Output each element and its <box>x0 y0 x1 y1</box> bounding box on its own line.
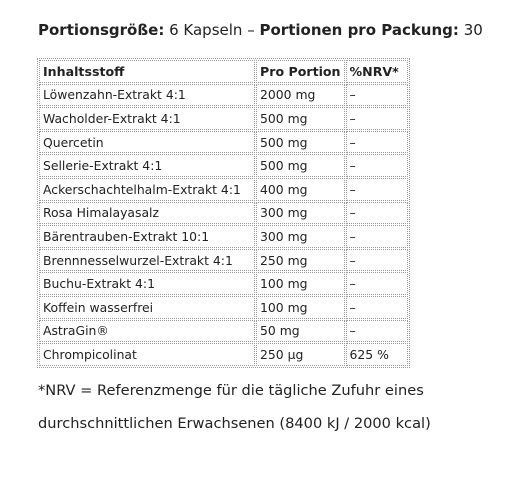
cell-ingredient: AstraGin® <box>39 320 255 343</box>
ingredients-table <box>37 58 410 368</box>
header-nrv: %NRV* <box>346 60 408 83</box>
serving-size-value: 6 Kapseln <box>169 21 243 39</box>
cell-ingredient: Koffein wasserfrei <box>39 296 255 319</box>
footnote-line-2: durchschnittlichen Erwachsenen (8400 kJ / 2000 kcal) <box>38 415 431 432</box>
serving-separator: – <box>247 21 255 39</box>
cell-per-portion: 500 mg <box>256 107 345 130</box>
table-row <box>39 178 408 201</box>
cell-ingredient: Buchu-Extrakt 4:1 <box>39 272 255 295</box>
cell-ingredient: Wacholder-Extrakt 4:1 <box>39 107 255 130</box>
cell-per-portion: 2000 mg <box>256 84 345 107</box>
cell-nrv: – <box>346 131 408 154</box>
table-row <box>39 202 408 225</box>
serving-info <box>38 21 483 39</box>
cell-nrv: – <box>346 84 408 107</box>
table-row <box>39 107 408 130</box>
table-row <box>39 131 408 154</box>
cell-nrv: – <box>346 154 408 177</box>
cell-per-portion: 500 mg <box>256 131 345 154</box>
portions-per-pack-label: Portionen pro Packung: <box>259 21 459 39</box>
cell-ingredient: Löwenzahn-Extrakt 4:1 <box>39 84 255 107</box>
cell-nrv: 625 % <box>346 343 408 366</box>
cell-ingredient: Ackerschachtelhalm-Extrakt 4:1 <box>39 178 255 201</box>
table-row <box>39 249 408 272</box>
cell-ingredient: Brennnesselwurzel-Extrakt 4:1 <box>39 249 255 272</box>
cell-nrv: – <box>346 296 408 319</box>
table-row <box>39 225 408 248</box>
cell-nrv: – <box>346 320 408 343</box>
cell-per-portion: 400 mg <box>256 178 345 201</box>
serving-size-label: Portionsgröße: <box>38 21 165 39</box>
cell-ingredient: Bärentrauben-Extrakt 10:1 <box>39 225 255 248</box>
cell-per-portion: 300 mg <box>256 225 345 248</box>
cell-nrv: – <box>346 249 408 272</box>
table-row <box>39 84 408 107</box>
cell-per-portion: 50 mg <box>256 320 345 343</box>
cell-nrv: – <box>346 178 408 201</box>
cell-ingredient: Sellerie-Extrakt 4:1 <box>39 154 255 177</box>
cell-per-portion: 100 mg <box>256 296 345 319</box>
cell-per-portion: 250 µg <box>256 343 345 366</box>
cell-ingredient: Rosa Himalayasalz <box>39 202 255 225</box>
cell-nrv: – <box>346 202 408 225</box>
cell-per-portion: 100 mg <box>256 272 345 295</box>
header-ingredient: Inhaltsstoff <box>39 60 255 83</box>
cell-per-portion: 500 mg <box>256 154 345 177</box>
table-row <box>39 343 408 366</box>
cell-nrv: – <box>346 225 408 248</box>
cell-per-portion: 250 mg <box>256 249 345 272</box>
cell-ingredient: Quercetin <box>39 131 255 154</box>
table-row <box>39 154 408 177</box>
portions-per-pack-value: 30 <box>463 21 483 39</box>
cell-nrv: – <box>346 272 408 295</box>
header-per-portion: Pro Portion <box>256 60 345 83</box>
footnote-line-1: *NRV = Referenzmenge für die tägliche Zufuhr eines <box>38 382 424 399</box>
table-header-row <box>39 60 408 83</box>
table-row <box>39 296 408 319</box>
cell-nrv: – <box>346 107 408 130</box>
table-row <box>39 272 408 295</box>
cell-per-portion: 300 mg <box>256 202 345 225</box>
cell-ingredient: Chrompicolinat <box>39 343 255 366</box>
table-row <box>39 320 408 343</box>
